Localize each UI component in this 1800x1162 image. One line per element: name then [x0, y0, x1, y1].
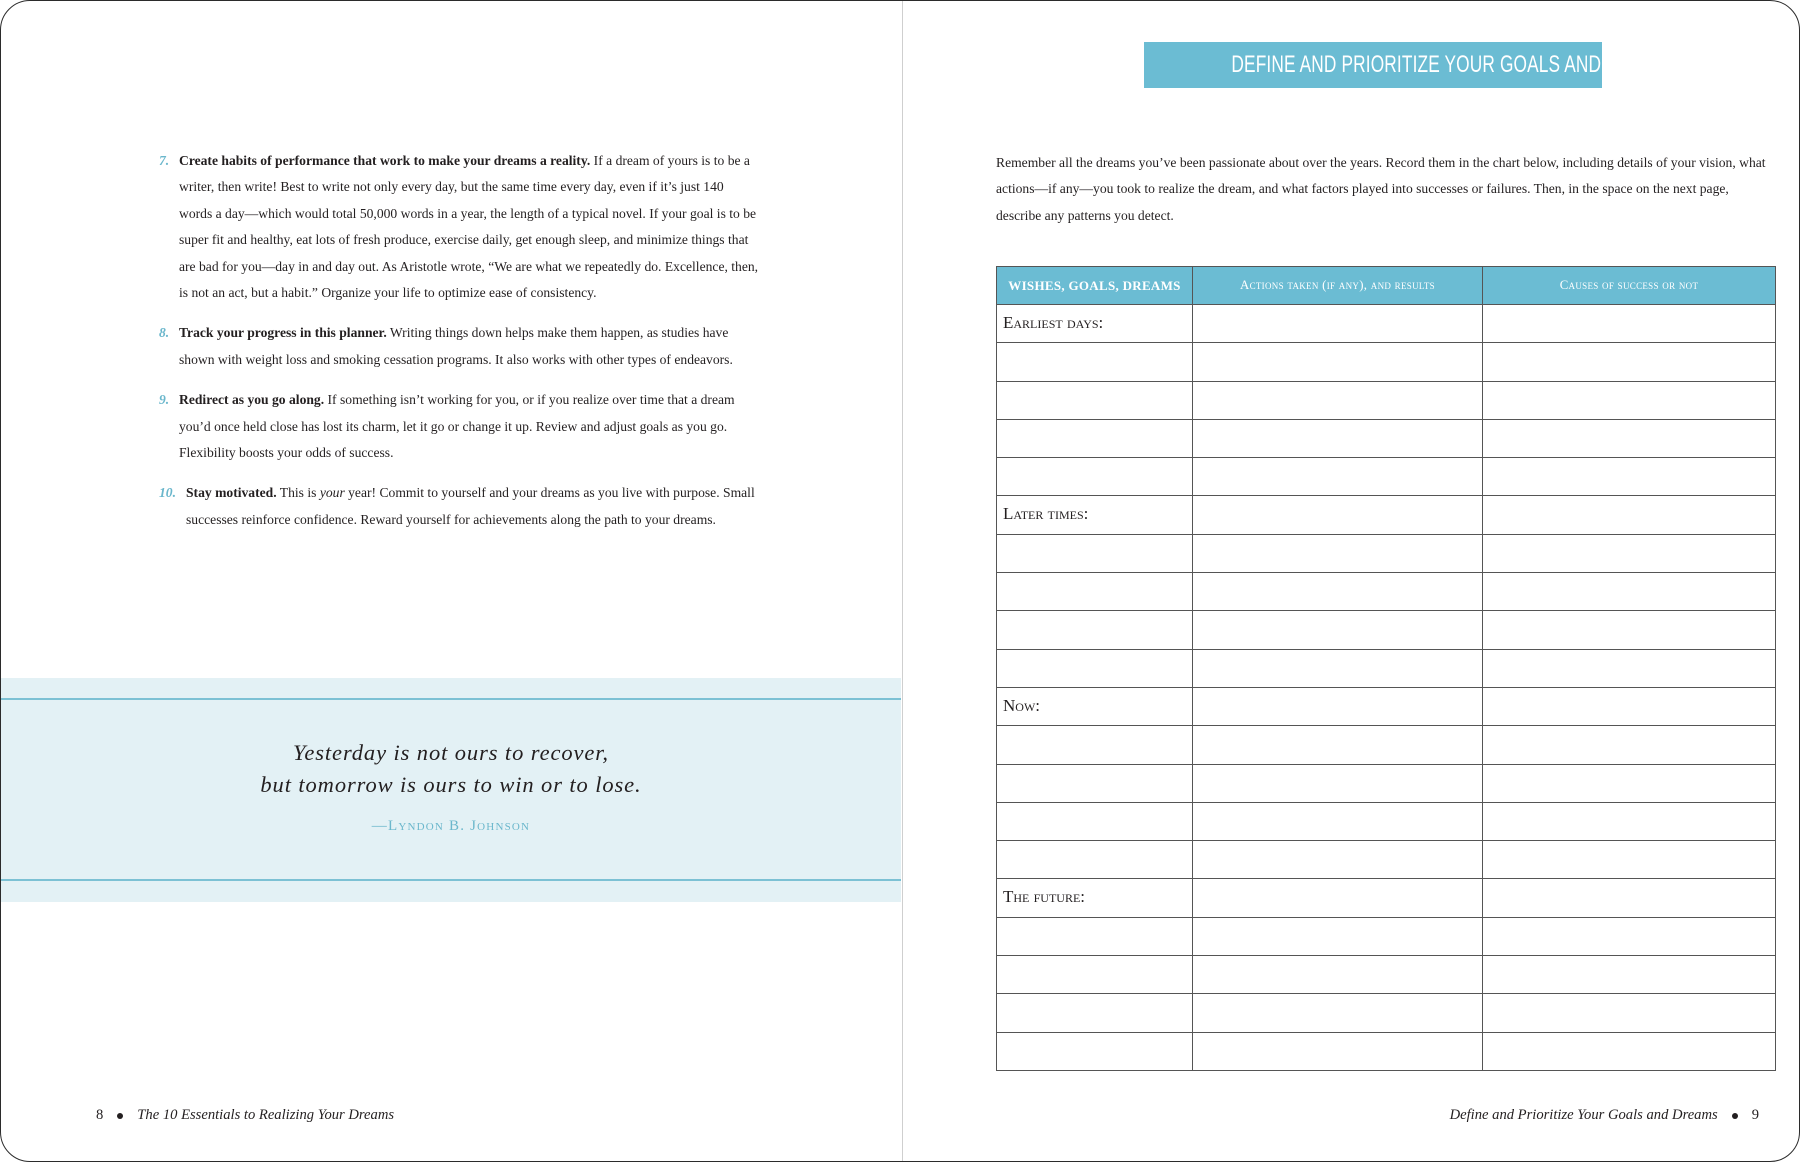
section-title: DEFINE AND PRIORITIZE YOUR GOALS AND DREAMS: [1231, 51, 1681, 78]
table-cell[interactable]: [1483, 534, 1776, 572]
item-text: year! Commit to yourself and your dreams as you live with purpose. Small successes reinforce confidence. Reward yourself for achievements along the path to your dreams.: [186, 485, 755, 527]
table-row: [997, 917, 1776, 955]
table-cell[interactable]: [997, 458, 1193, 496]
table-cell[interactable]: [997, 764, 1193, 802]
table-cell[interactable]: [1193, 573, 1483, 611]
table-cell[interactable]: [1483, 649, 1776, 687]
table-cell[interactable]: [1193, 802, 1483, 840]
section-label: Earliest days:: [997, 305, 1193, 343]
table-cell[interactable]: [1193, 496, 1483, 534]
table-cell[interactable]: [997, 802, 1193, 840]
section-label: The future:: [997, 879, 1193, 917]
table-row: [997, 956, 1776, 994]
table-cell[interactable]: [997, 841, 1193, 879]
table-cell[interactable]: [997, 611, 1193, 649]
running-title: Define and Prioritize Your Goals and Dreams: [1449, 1107, 1718, 1123]
table-row: [997, 726, 1776, 764]
quote-band: [1, 678, 901, 902]
list-item-9: [159, 387, 759, 466]
section-label: Later times:: [997, 496, 1193, 534]
list-item-10: [159, 480, 759, 533]
table-cell[interactable]: [1193, 879, 1483, 917]
table-cell[interactable]: [1193, 343, 1483, 381]
section-label: Now:: [997, 687, 1193, 725]
table-row: [997, 381, 1776, 419]
item-number: 9.: [159, 392, 170, 408]
right-footer: [1450, 1107, 1759, 1124]
table-row: [997, 841, 1776, 879]
table-cell[interactable]: [1483, 458, 1776, 496]
table-cell[interactable]: [997, 343, 1193, 381]
quote-line: but tomorrow is ours to win or to lose.: [260, 772, 642, 797]
section-title-bar: [1144, 42, 1681, 88]
quote-line: Yesterday is not ours to recover,: [293, 740, 609, 765]
table-row: [997, 1032, 1776, 1070]
table-cell[interactable]: [1483, 956, 1776, 994]
table-cell[interactable]: [997, 917, 1193, 955]
table-cell[interactable]: [1193, 458, 1483, 496]
table-cell[interactable]: [1483, 726, 1776, 764]
table-row: [997, 573, 1776, 611]
item-text: This is: [276, 485, 320, 501]
table-cell[interactable]: [1193, 534, 1483, 572]
table-cell[interactable]: [1193, 994, 1483, 1032]
item-lead: Create habits of performance that work to make your dreams a reality.: [179, 153, 591, 168]
table-cell[interactable]: [997, 534, 1193, 572]
table-row: [997, 687, 1776, 725]
right-page: [903, 1, 1799, 1161]
table-cell[interactable]: [1483, 496, 1776, 534]
table-cell[interactable]: [1193, 726, 1483, 764]
table-cell[interactable]: [997, 726, 1193, 764]
table-cell[interactable]: [1193, 841, 1483, 879]
table-row: [997, 764, 1776, 802]
table-cell[interactable]: [1483, 343, 1776, 381]
table-cell[interactable]: [1483, 879, 1776, 917]
left-footer: [96, 1107, 394, 1124]
item-lead: Redirect as you go along.: [179, 392, 325, 408]
left-page: [1, 1, 902, 1161]
column-header-causes: Causes of success or not: [1483, 267, 1776, 305]
table-cell[interactable]: [1483, 764, 1776, 802]
item-lead: Stay motivated.: [186, 485, 277, 501]
bullet-icon: [117, 1113, 123, 1119]
table-row: [997, 994, 1776, 1032]
page-number: 8: [96, 1107, 104, 1123]
table-cell[interactable]: [1193, 917, 1483, 955]
item-number: 8.: [159, 325, 170, 341]
table-cell[interactable]: [1193, 649, 1483, 687]
column-header-actions: Actions taken (if any), and results: [1193, 267, 1483, 305]
table-row: [997, 496, 1776, 534]
table-row: [997, 879, 1776, 917]
table-row: [997, 611, 1776, 649]
quote-text: [1, 737, 901, 801]
table-cell[interactable]: [1193, 1032, 1483, 1070]
table-row: [997, 649, 1776, 687]
quote-rule-bottom: [1, 879, 901, 881]
table-cell[interactable]: [997, 956, 1193, 994]
table-row: [997, 343, 1776, 381]
dreams-chart: [996, 266, 1776, 1071]
table-cell[interactable]: [997, 994, 1193, 1032]
table-cell[interactable]: [1193, 305, 1483, 343]
item-number: 10.: [159, 485, 176, 501]
item-number: 7.: [159, 153, 170, 168]
table-cell[interactable]: [1483, 802, 1776, 840]
table-cell[interactable]: [1483, 994, 1776, 1032]
table-cell[interactable]: [1193, 956, 1483, 994]
table-cell[interactable]: [1193, 764, 1483, 802]
table-row: [997, 802, 1776, 840]
table-cell[interactable]: [1483, 305, 1776, 343]
table-cell[interactable]: [1193, 611, 1483, 649]
bullet-icon: [1732, 1113, 1738, 1119]
table-cell[interactable]: [1483, 917, 1776, 955]
table-cell[interactable]: [997, 573, 1193, 611]
table-cell[interactable]: [1193, 687, 1483, 725]
item-lead: Track your progress in this planner.: [179, 325, 387, 341]
table-row: [997, 305, 1776, 343]
table-row: [997, 419, 1776, 457]
table-cell[interactable]: [1483, 611, 1776, 649]
table-cell[interactable]: [1483, 841, 1776, 879]
table-cell[interactable]: [997, 419, 1193, 457]
list-item-8: [159, 320, 759, 373]
table-cell[interactable]: [1483, 381, 1776, 419]
item-text: If a dream of yours is to be a writer, then write! Best to write not only every day, but the same time every day, even if it’s just 140 words a day—which would total 50,000 words in a year, the length of a typical novel. If your goal is to be super fit and healthy, eat lots of fresh produce, exercise daily, get enough sleep, and minimize things that are bad for you—day in and day out. As Aristotle wrote, “We are what we repeatedly do. Excellence, then, is not an act, but a habit.” Organize your life to optimize ease of consistency.: [179, 153, 759, 301]
table-cell[interactable]: [1483, 687, 1776, 725]
table-header-row: [997, 267, 1776, 305]
table-cell[interactable]: [1483, 419, 1776, 457]
table-cell[interactable]: [1193, 419, 1483, 457]
table-cell[interactable]: [997, 1032, 1193, 1070]
column-header-wishes: WISHES, GOALS, DREAMS: [997, 267, 1193, 305]
table-cell[interactable]: [1483, 573, 1776, 611]
item-emphasis: your: [319, 485, 345, 501]
quote-author: —Lyndon B. Johnson: [371, 818, 531, 834]
table-row: [997, 534, 1776, 572]
table-row: [997, 458, 1776, 496]
quote-rule-top: [1, 698, 901, 700]
running-title: The 10 Essentials to Realizing Your Dreams: [137, 1107, 395, 1123]
table-cell[interactable]: [997, 649, 1193, 687]
intro-paragraph: Remember all the dreams you’ve been passionate about over the years. Record them in the chart below, including details of your vision, what actions—if any—you took to realize the dream, and what factors played into successes or failures. Then, in the space on the next page, describe any patterns you detect.: [996, 155, 1766, 223]
table-cell[interactable]: [997, 381, 1193, 419]
essentials-list: [159, 148, 759, 547]
item-text: Writing things down helps make them happen, as studies have shown with weight loss and smoking cessation programs. It also works with other types of endeavors.: [179, 325, 733, 367]
item-text: If something isn’t working for you, or if you realize over time that a dream you’d once held close has lost its charm, let it go or change it up. Review and adjust goals as you go. Flexibility boosts your odds of success.: [179, 392, 735, 461]
table-cell[interactable]: [1483, 1032, 1776, 1070]
table-cell[interactable]: [1193, 381, 1483, 419]
list-item-7: [159, 148, 759, 306]
page-number: 9: [1751, 1107, 1759, 1123]
